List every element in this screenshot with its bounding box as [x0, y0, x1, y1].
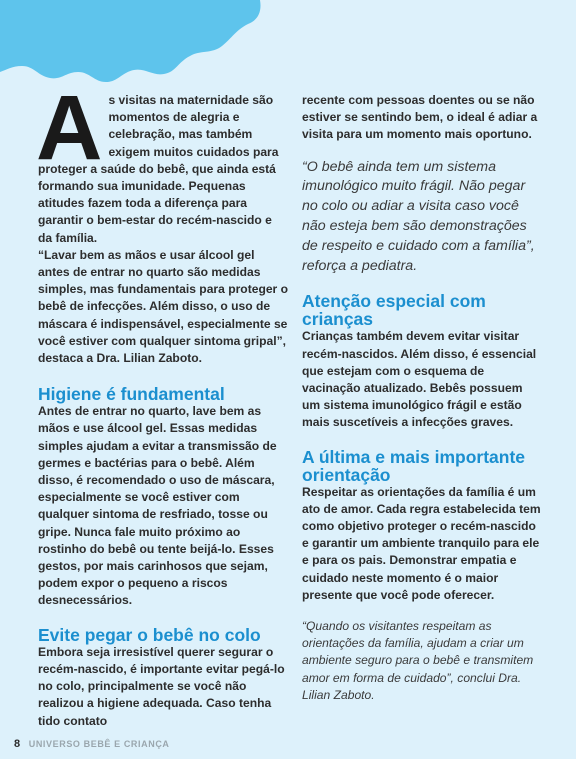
right-column: [302, 92, 542, 704]
page-footer: [14, 738, 170, 750]
continuation-paragraph: recente com pessoas doentes ou se não estiver se sentindo bem, o ideal é adiar a visita para um momento mais oportuno.: [302, 93, 538, 142]
ultima-paragraph: Respeitar as orientações da família é um ato de amor. Cada regra estabelecida tem como objetivo proteger o recém-nascido e garantir um ambiente tranquilo para ele e para os pais. Demonstrar empatia e cuidado neste momento é o maior presente que você pode oferecer.: [302, 484, 541, 602]
quote-lavar-maos: “Lavar bem as mãos e usar álcool gel antes de entrar no quarto são medidas simples, mas fundamentais para proteger o bebê de infecções. Além disso, o uso de máscara é indispensável, especialmente se você estiver com qualquer sintoma gripal”, destaca a Dra. Lilian Zaboto.: [38, 247, 289, 366]
heading-higiene: Higiene é fundamental: [38, 384, 225, 405]
left-column: [36, 77, 289, 730]
magazine-name: UNIVERSO BEBÊ E CRIANÇA: [28, 739, 170, 749]
higiene-paragraph: Antes de entrar no quarto, lave bem as mãos e use álcool gel. Essas medidas simples ajudam a evitar a transmissão de germes e bactérias para o bebê. Além disso, é recomendado o uso de máscara, especialmente se você estiver com qualquer sintoma de resfriado, tosse ou gripe. Nunca fale muito próximo ao rostinho do bebê ou tente beijá-lo. Esses gestos, por mais carinhosos que sejam, podem expor o pequeno a riscos desnecessários.: [38, 404, 277, 608]
quote-pediatra: “O bebê ainda tem um sistema imunológico muito frágil. Não pegar no colo ou adiar a visita caso você não esteja bem são demonstrações de respeito e cuidado com a família”, reforça a pediatra.: [302, 158, 535, 274]
heading-criancas: Atenção especial com crianças: [302, 291, 486, 330]
colo-paragraph: Embora seja irresistível querer segurar o recém-nascido, é importante evitar pegá-lo no colo, principalmente se você não realizou a higiene adequada. Caso tenha tido contato: [38, 644, 285, 728]
criancas-paragraph: Crianças também devem evitar visitar recém-nascidos. Além disso, é essencial que estejam com o esquema de vacinação atualizado. Bebês possuem um sistema imunológico frágil e estão mais suscetíveis a infecções graves.: [302, 329, 537, 430]
heading-ultima-orientacao: A última e mais importante orientação: [302, 446, 526, 485]
intro-paragraph: As visitas na maternidade são momentos de alegria e celebração, mas também exigem muitos cuidados para proteger a saúde do bebê, que ainda está formando sua imunidade. Pequenas atitudes fazem toda a diferença para garantir o bem-estar do recém-nascido e da família.: [36, 77, 279, 245]
heading-evite-colo: Evite pegar o bebê no colo: [38, 624, 261, 645]
drop-cap: A: [36, 77, 103, 179]
page-number: 8: [14, 738, 21, 750]
quote-final: “Quando os visitantes respeitam as orientações da família, ajudam a criar um ambiente seguro para o bebê e transmitem amor em forma de cuidado”, conclui Dra. Lilian Zaboto.: [302, 619, 534, 702]
